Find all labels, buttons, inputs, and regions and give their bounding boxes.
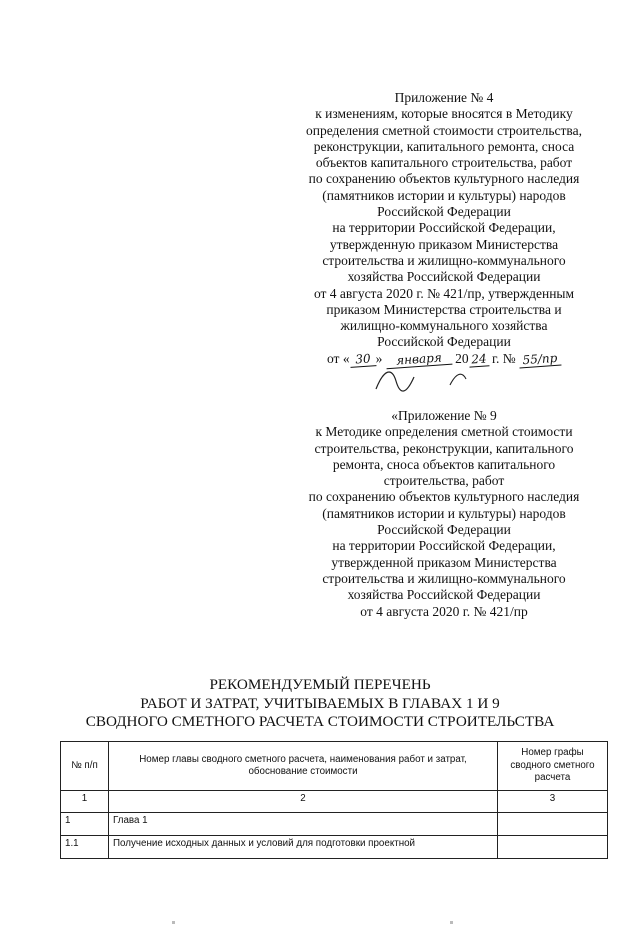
title-line: РЕКОМЕНДУЕМЫЙ ПЕРЕЧЕНЬ [209, 676, 431, 693]
appendix-4-line: определения сметной стоимости строительства, [306, 122, 582, 138]
works-and-costs-table [60, 741, 608, 859]
row-column-cell [498, 813, 608, 836]
number-prefix: г. № [488, 350, 519, 366]
date-prefix: от « [326, 350, 350, 366]
appendix-4-line: объектов капитального строительства, работ [315, 155, 573, 171]
row-number-cell: 1.1 [61, 836, 109, 859]
column-numbers-row [61, 791, 608, 813]
handwritten-order-number: 55/пр [519, 350, 562, 368]
handwritten-year: 24 [468, 351, 489, 367]
header-column-number: Номер графы сводного сметного расчета [498, 742, 608, 791]
column-number-cell: 1 [61, 791, 109, 813]
scan-mark [172, 921, 175, 924]
appendix-4-line: жилищно-коммунального хозяйства [340, 318, 548, 334]
appendix-4-line: хозяйства Российской Федерации [347, 269, 541, 285]
table-header-row [61, 742, 608, 791]
table-row [61, 836, 608, 859]
appendix-4-line: Российской Федерации [377, 334, 511, 350]
handwritten-month: января [385, 349, 452, 369]
appendix-4-line: Российской Федерации [377, 204, 511, 220]
appendix-9-heading [282, 408, 606, 620]
date-separator: » [375, 350, 386, 366]
appendix-9-line: утвержденной приказом Министерства [331, 554, 557, 570]
column-number-cell: 2 [109, 791, 498, 813]
document-title [40, 676, 600, 732]
appendix-4-line: от 4 августа 2020 г. № 421/пр, утвержденным [313, 285, 575, 301]
appendix-9-line: строительства, работ [383, 473, 505, 489]
order-date-number-line [282, 351, 606, 367]
appendix-4-line: строительства и жилищно-коммунального [322, 252, 566, 268]
year-prefix: 20 [451, 350, 469, 366]
appendix-9-line: к Методике определения сметной стоимости [315, 424, 573, 440]
row-number-cell: 1 [61, 813, 109, 836]
appendix-9-line: строительства, реконструкции, капитального [314, 440, 574, 456]
title-line: СВОДНОГО СМЕТНОГО РАСЧЕТА СТОИМОСТИ СТРОИТЕЛЬСТВА [85, 713, 555, 730]
table-row [61, 813, 608, 836]
handwritten-day: 30 [349, 351, 376, 368]
appendix-9-line: на территории Российской Федерации, [332, 538, 556, 554]
row-column-cell [498, 836, 608, 859]
row-description-cell: Получение исходных данных и условий для подготовки проектной [109, 836, 498, 859]
title-line: РАБОТ И ЗАТРАТ, УЧИТЫВАЕМЫХ В ГЛАВАХ 1 И 9 [140, 694, 500, 712]
appendix-9-line: ремонта, сноса объектов капитального [332, 456, 556, 472]
appendix-9-line: строительства и жилищно-коммунального [322, 570, 566, 586]
appendix-4-line: Приложение № 4 [394, 90, 494, 105]
appendix-9-line: по сохранению объектов культурного наследия [308, 489, 580, 505]
appendix-4-line: приказом Министерства строительства и [326, 301, 562, 317]
header-description: Номер главы сводного сметного расчета, наименования работ и затрат, обоснование стоимости [109, 742, 498, 791]
scan-mark [450, 921, 453, 924]
appendix-9-line: хозяйства Российской Федерации [347, 587, 541, 603]
appendix-9-line: «Приложение № 9 [391, 408, 497, 423]
appendix-4-line: на территории Российской Федерации, [332, 220, 556, 236]
row-description-cell: Глава 1 [109, 813, 498, 836]
appendix-9-line: от 4 августа 2020 г. № 421/пр [360, 603, 528, 619]
appendix-4-line: утвержденную приказом Министерства [329, 236, 559, 252]
appendix-9-line: Российской Федерации [377, 522, 511, 538]
header-number: № п/п [61, 742, 109, 791]
appendix-4-line: реконструкции, капитального ремонта, сноса [313, 138, 575, 154]
appendix-4-line: по сохранению объектов культурного наследия [308, 171, 580, 187]
appendix-9-line: (памятников истории и культуры) народов [322, 505, 566, 521]
appendix-4-line: (памятников истории и культуры) народов [322, 187, 566, 203]
column-number-cell: 3 [498, 791, 608, 813]
appendix-4-heading [282, 90, 606, 367]
appendix-4-line: к изменениям, которые вносятся в Методику [315, 106, 573, 122]
